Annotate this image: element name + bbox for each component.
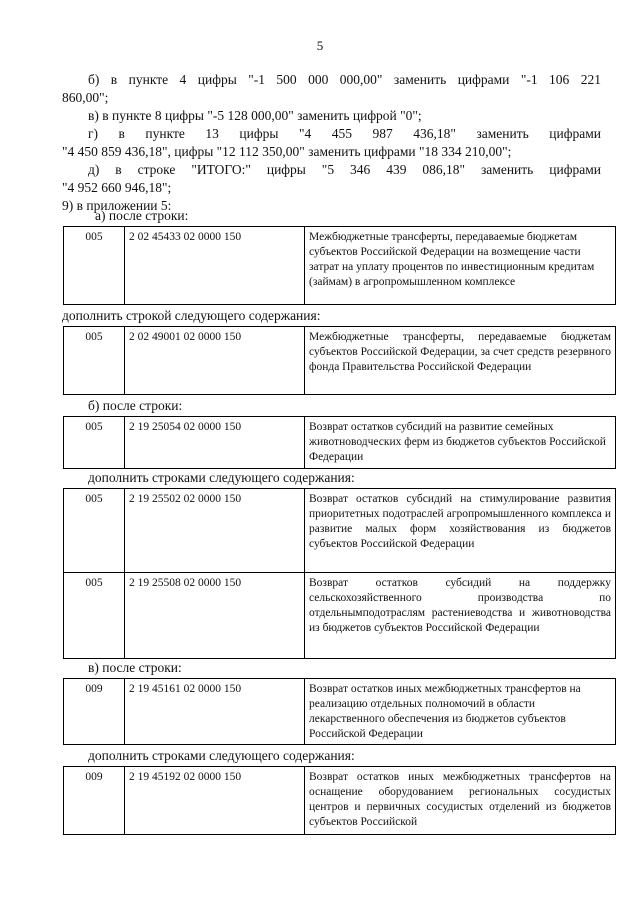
para-d-line2: "4 952 660 946,18"; — [62, 180, 172, 195]
row1-text: Межбюджетные трансферты, передаваемые бюджетам субъектов Российской Федерации на возмещение части затрат на уплату процентов по инвестиционным кредитам (займам) в агропромышленном комплексе — [305, 227, 616, 305]
para-b-line2: 860,00"; — [62, 90, 109, 105]
table-rows-4-5 — [63, 488, 616, 659]
row4-code: 005 — [64, 489, 125, 573]
table-row-1 — [63, 226, 616, 305]
table-row-6 — [63, 678, 616, 745]
row5-code: 005 — [64, 573, 125, 659]
section-b-heading: б) после строки: — [88, 398, 183, 413]
section-v-add-heading: дополнить строками следующего содержания: — [88, 748, 355, 763]
row2-kbk: 2 02 49001 02 0000 150 — [125, 327, 305, 395]
row7-kbk: 2 19 45192 02 0000 150 — [125, 767, 305, 835]
row5-kbk: 2 19 25508 02 0000 150 — [125, 573, 305, 659]
row4-text: Возврат остатков субсидий на стимулирование развития приоритетных подотраслей агропромышленного комплекса и развитие малых форм хозяйствования из бюджетов субъектов Российской Федерации — [305, 489, 616, 573]
row4-kbk: 2 19 25502 02 0000 150 — [125, 489, 305, 573]
row6-kbk: 2 19 45161 02 0000 150 — [125, 679, 305, 745]
section-a-add-heading: дополнить строкой следующего содержания: — [62, 308, 321, 323]
row7-text: Возврат остатков иных межбюджетных трансфертов на оснащение оборудованием региональных сосудистых центров и первичных сосудистых отделений из бюджетов субъектов Российской — [305, 767, 616, 835]
table-row-3 — [63, 416, 616, 469]
section-v-heading: в) после строки: — [88, 660, 182, 675]
table-row-7 — [63, 766, 616, 835]
para-d-line1: д) в строке "ИТОГО:" цифры "5 346 439 086,18" заменить цифрами — [88, 162, 601, 177]
section-b-add-heading: дополнить строками следующего содержания: — [88, 470, 355, 485]
row3-kbk: 2 19 25054 02 0000 150 — [125, 417, 305, 469]
row3-code: 005 — [64, 417, 125, 469]
row5-text: Возврат остатков субсидий на поддержку сельскохозяйственного производства по отдельнымподотраслям растениеводства и животноводства из бюджетов субъектов Российской Федерации — [305, 573, 616, 659]
row2-text: Межбюджетные трансферты, передаваемые бюджетам субъектов Российской Федерации, за счет средств резервного фонда Правительства Российской Федерации — [305, 327, 616, 395]
para-g-line2: "4 450 859 436,18", цифры "12 112 350,00" заменить цифрами "18 334 210,00"; — [62, 144, 512, 159]
section-a-heading: а) после строки: — [95, 208, 189, 223]
para-b-line1: б) в пункте 4 цифры "-1 500 000 000,00" заменить цифрами "-1 106 221 — [88, 72, 601, 87]
row3-text: Возврат остатков субсидий на развитие семейных животноводческих ферм из бюджетов субъектов Российской Федерации — [305, 417, 616, 469]
row6-text: Возврат остатков иных межбюджетных трансфертов на реализацию отдельных полномочий в области лекарственного обеспечения из бюджетов субъектов Российской Федерации — [305, 679, 616, 745]
item-9-heading: 9) в приложении 5: — [62, 198, 172, 213]
page-number: 5 — [316, 38, 324, 53]
row1-code: 005 — [64, 227, 125, 305]
row2-code: 005 — [64, 327, 125, 395]
row7-code: 009 — [64, 767, 125, 835]
para-v: в) в пункте 8 цифры "-5 128 000,00" заменить цифрой "0"; — [88, 108, 422, 123]
para-g-line1: г) в пункте 13 цифры "4 455 987 436,18" заменить цифрами — [88, 126, 601, 141]
row1-kbk: 2 02 45433 02 0000 150 — [125, 227, 305, 305]
table-row-2 — [63, 326, 616, 395]
row6-code: 009 — [64, 679, 125, 745]
